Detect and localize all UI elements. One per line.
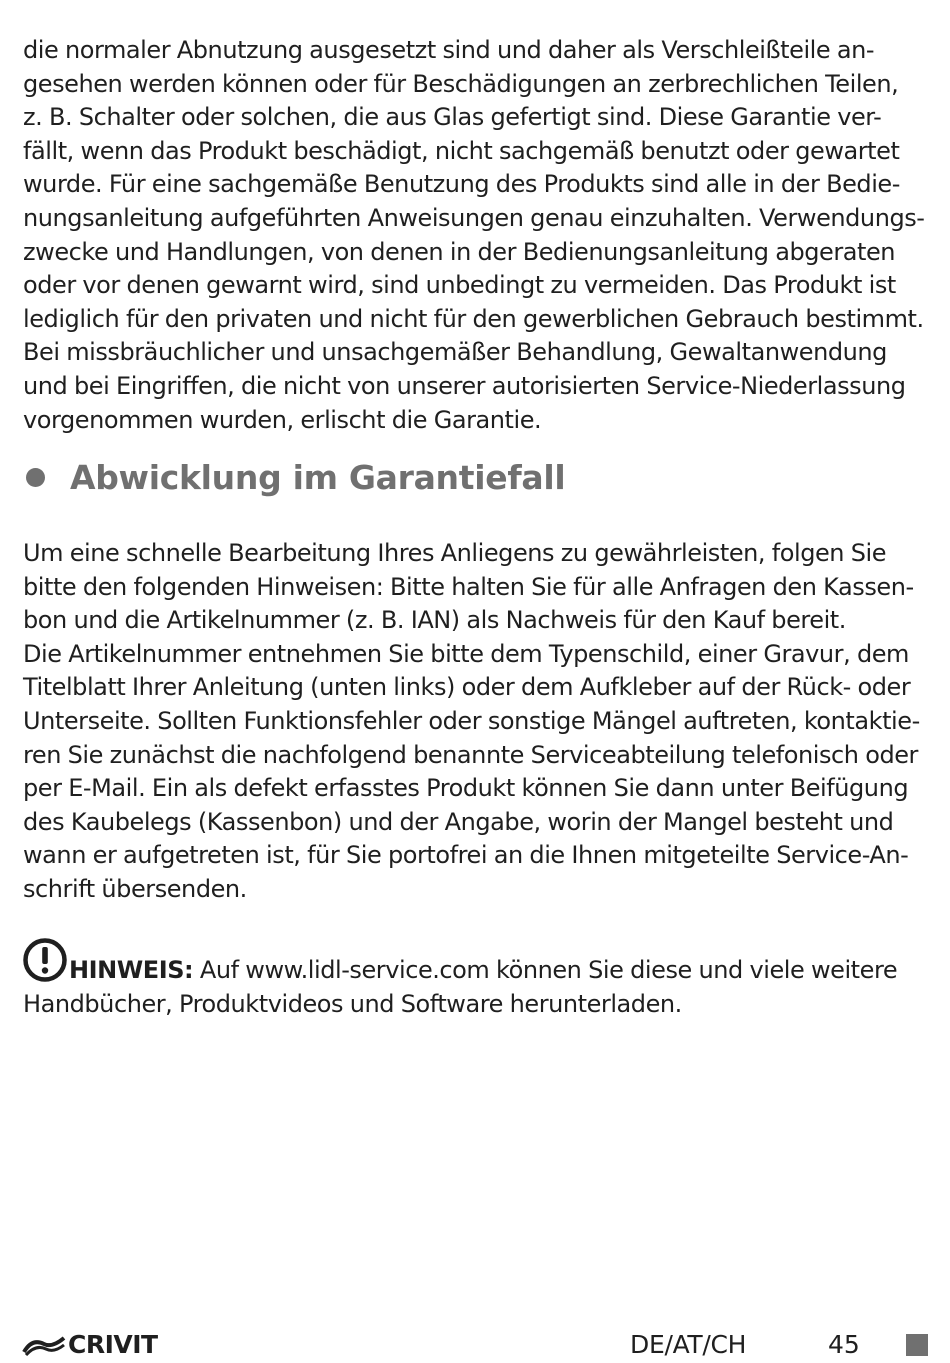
text-line: wann er aufgetreten ist, für Sie portofrei an die Ihnen mitgeteilte Service-An- bbox=[23, 841, 909, 870]
note-line-1 bbox=[23, 938, 927, 988]
text-line: wurde. Für eine sachgemäße Benutzung des Produkts sind alle in der Bedie- bbox=[23, 170, 900, 199]
text-line: und bei Eingriffen, die nicht von unserer autorisierten Service-Niederlassung bbox=[23, 371, 906, 400]
section-heading bbox=[26, 458, 565, 497]
note-line-2: Handbücher, Produktvideos und Software herunterladen. bbox=[23, 989, 682, 1018]
text-line: z. B. Schalter oder solchen, die aus Glas gefertigt sind. Diese Garantie ver- bbox=[23, 103, 882, 132]
text-line: schrift übersenden. bbox=[23, 874, 247, 903]
text-line: Um eine schnelle Bearbeitung Ihres Anliegens zu gewährleisten, folgen Sie bbox=[23, 539, 887, 567]
claim-procedure-paragraph bbox=[23, 537, 927, 907]
text-line: ren Sie zunächst die nachfolgend benannte Serviceabteilung telefonisch oder bbox=[23, 740, 918, 769]
exclamation-circle-icon bbox=[23, 938, 67, 982]
note-block bbox=[23, 938, 927, 1021]
brand-name: CRIVIT bbox=[68, 1330, 158, 1359]
page-number: 45 bbox=[828, 1330, 860, 1359]
text-line: fällt, wenn das Produkt beschädigt, nicht sachgemäß benutzt oder gewartet bbox=[23, 136, 900, 165]
text-line: Die Artikelnummer entnehmen Sie bitte dem Typenschild, einer Gravur, dem bbox=[23, 639, 909, 668]
text-line: lediglich für den privaten und nicht für den gewerblichen Gebrauch bestimmt. bbox=[23, 304, 924, 333]
text-line: des Kaubelegs (Kassenbon) und der Angabe, worin der Mangel besteht und bbox=[23, 807, 894, 836]
warranty-paragraph bbox=[23, 34, 927, 437]
text-line: gesehen werden können oder für Beschädigungen an zerbrechlichen Teilen, bbox=[23, 69, 899, 98]
crivit-swoosh-icon bbox=[22, 1334, 66, 1356]
text-line: nungsanleitung aufgeführten Anweisungen genau einzuhalten. Verwendungs- bbox=[23, 203, 925, 232]
text-line: oder vor denen gewarnt wird, sind unbedingt zu vermeiden. Das Produkt ist bbox=[23, 271, 896, 300]
text-line: zwecke und Handlungen, von denen in der Bedienungsanleitung abgeraten bbox=[23, 237, 896, 266]
page-marker bbox=[906, 1334, 928, 1356]
note-text: Auf www.lidl-service.com können Sie diese und viele weitere bbox=[193, 956, 898, 984]
text-line: bitte den folgenden Hinweisen: Bitte halten Sie für alle Anfragen den Kassen- bbox=[23, 572, 914, 601]
note-label: HINWEIS: bbox=[69, 956, 194, 984]
text-line: Titelblatt Ihrer Anleitung (unten links) oder dem Aufkleber auf der Rück- oder bbox=[23, 673, 911, 702]
region-label: DE/AT/CH bbox=[630, 1330, 747, 1359]
text-line: Unterseite. Sollten Funktionsfehler oder sonstige Mängel auftreten, kontaktie- bbox=[23, 706, 920, 735]
text-line: per E-Mail. Ein als defekt erfasstes Produkt können Sie dann unter Beifügung bbox=[23, 774, 909, 803]
section-heading-text: Abwicklung im Garantiefall bbox=[70, 458, 566, 497]
bullet-icon bbox=[26, 468, 45, 487]
text-line: vorgenommen wurden, erlischt die Garantie. bbox=[23, 405, 542, 434]
brand-logo bbox=[22, 1330, 158, 1359]
page-footer bbox=[0, 1326, 950, 1363]
text-line: Bei missbräuchlicher und unsachgemäßer Behandlung, Gewaltanwendung bbox=[23, 338, 887, 367]
text-line: bon und die Artikelnummer (z. B. IAN) als Nachweis für den Kauf bereit. bbox=[23, 606, 846, 635]
text-line: die normaler Abnutzung ausgesetzt sind und daher als Verschleißteile an- bbox=[23, 36, 875, 64]
